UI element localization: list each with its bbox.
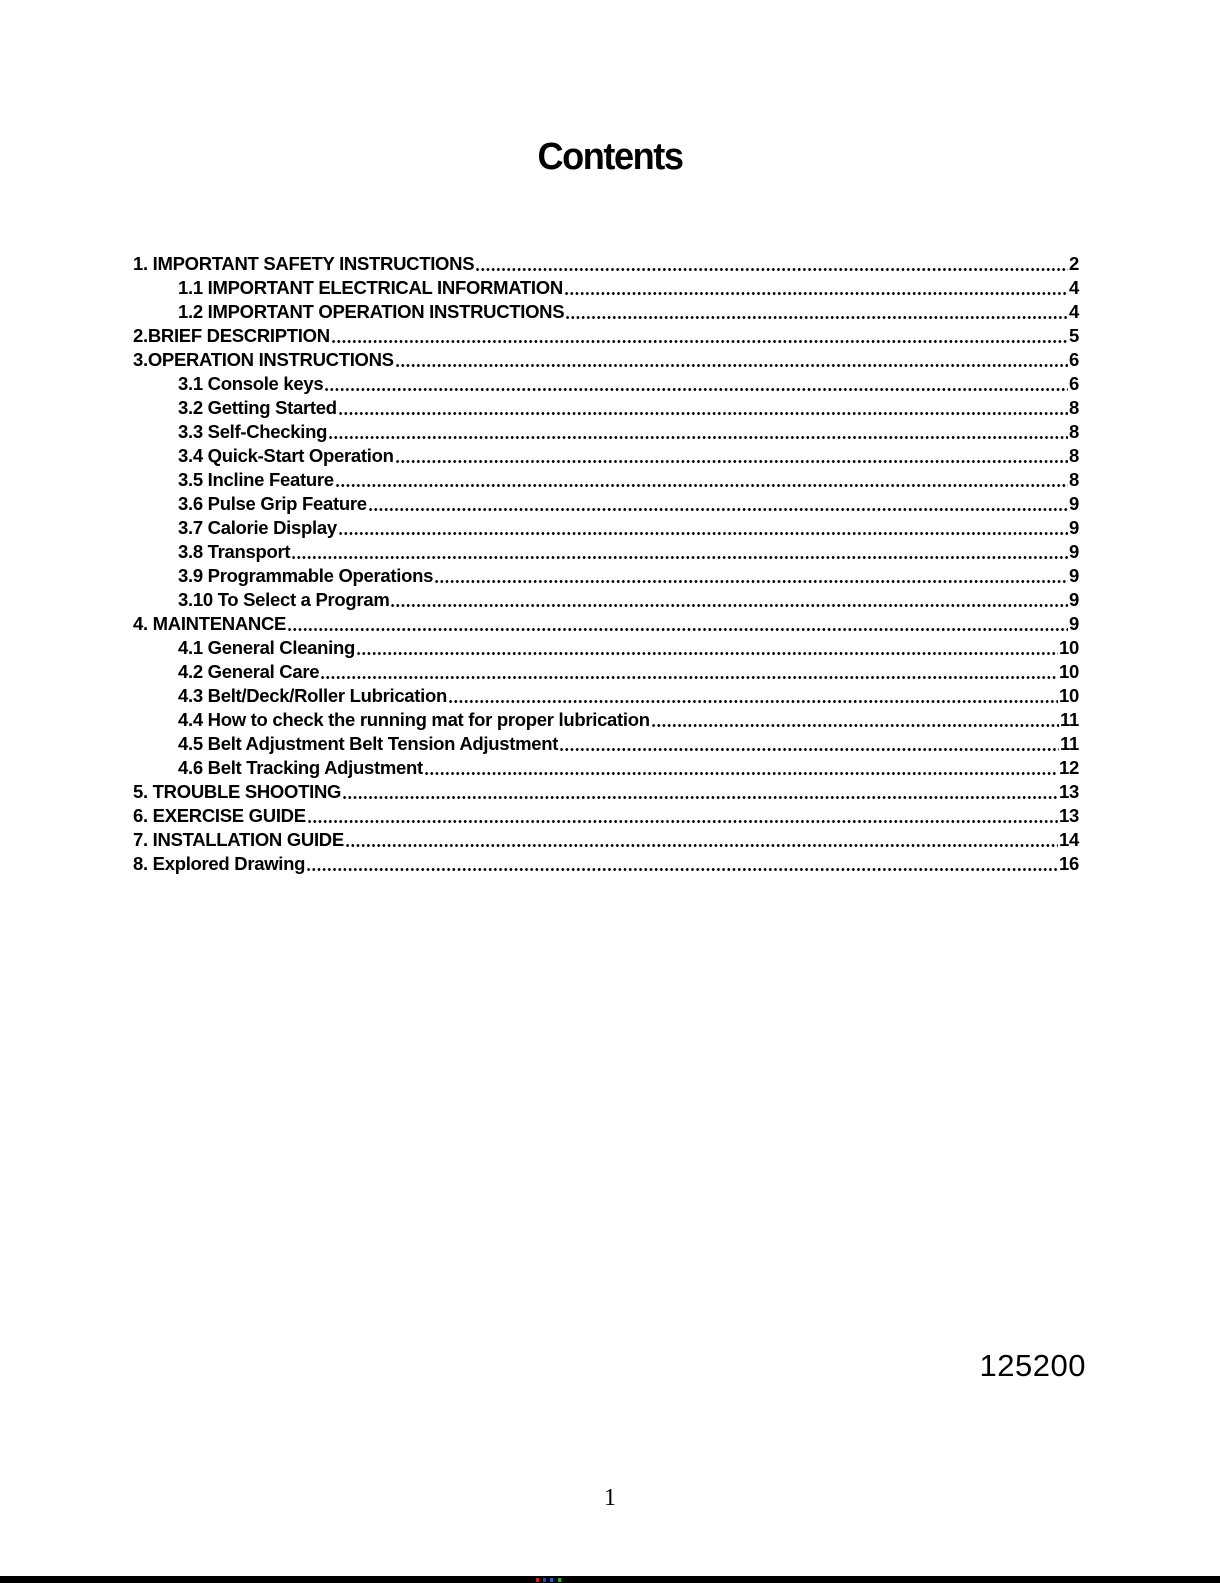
toc-entry [133,371,1079,395]
toc-leader-dots [328,419,1068,443]
toc-entry-label: 3.1 Console keys [178,373,324,394]
toc-entry [133,635,1079,659]
toc-entry [133,611,1079,635]
toc-entry [133,563,1079,587]
toc-entry-label: 3.6 Pulse Grip Feature [178,493,367,514]
toc-entry-label: 3.10 To Select a Program [178,589,390,610]
toc-entry-page: 4 [1069,301,1079,322]
toc-entry-label: 3.2 Getting Started [178,397,337,418]
toc-entry-page: 8 [1069,469,1079,490]
toc-leader-dots [390,587,1068,611]
toc-entry-label: 4.3 Belt/Deck/Roller Lubrication [178,685,448,706]
toc-entry [133,587,1079,611]
toc-leader-dots [307,803,1058,827]
toc-entry-page: 5 [1069,325,1079,346]
toc-entry [133,779,1079,803]
toc-leader-dots [291,539,1068,563]
toc-entry-page: 14 [1059,829,1079,850]
scan-artifact-mark [550,1578,553,1582]
toc-entry-page: 8 [1069,421,1079,442]
toc-leader-dots [434,563,1068,587]
toc-entry-label: 3.8 Transport [178,541,291,562]
toc-entry [133,275,1079,299]
toc-entry [133,419,1079,443]
toc-entry [133,491,1079,515]
document-number: 125200 [979,1348,1086,1383]
toc-entry [133,755,1079,779]
toc-entry-label: 7. INSTALLATION GUIDE [133,829,344,850]
toc-entry-page: 9 [1069,541,1079,562]
toc-entry-page: 16 [1059,853,1079,874]
toc-leader-dots [356,635,1058,659]
toc-entry [133,659,1079,683]
toc-entry [133,851,1079,875]
toc-leader-dots [448,683,1058,707]
toc-list [133,251,1079,875]
page-title: Contents [537,136,683,178]
toc-leader-dots [320,659,1058,683]
toc-leader-dots [331,323,1068,347]
toc-entry-label: 5. TROUBLE SHOOTING [133,781,342,802]
toc-entry-page: 6 [1069,373,1079,394]
toc-entry [133,323,1079,347]
toc-entry [133,299,1079,323]
toc-entry [133,467,1079,491]
toc-entry-page: 9 [1069,493,1079,514]
toc-entry-label: 4.6 Belt Tracking Adjustment [178,757,423,778]
toc-leader-dots [564,275,1068,299]
toc-entry [133,803,1079,827]
toc-entry-page: 4 [1069,277,1079,298]
toc-leader-dots [342,779,1058,803]
toc-leader-dots [306,851,1058,875]
toc-leader-dots [287,611,1068,635]
toc-entry-page: 10 [1059,661,1079,682]
toc-entry-page: 11 [1060,733,1079,754]
toc-entry-page: 6 [1069,349,1079,370]
toc-entry-page: 11 [1060,709,1079,730]
scan-artifact-mark [543,1578,546,1582]
toc-entry-label: 3.OPERATION INSTRUCTIONS [133,349,394,370]
scan-artifact-mark [536,1578,539,1582]
toc-leader-dots [335,467,1068,491]
toc-entry-label: 4.2 General Care [178,661,320,682]
toc-entry-label: 2.BRIEF DESCRIPTION [133,325,330,346]
toc-entry-label: 6. EXERCISE GUIDE [133,805,306,826]
toc-leader-dots [338,515,1068,539]
toc-leader-dots [368,491,1068,515]
toc-entry-label: 3.9 Programmable Operations [178,565,434,586]
toc-entry-label: 1.2 IMPORTANT OPERATION INSTRUCTIONS [178,301,565,322]
toc-leader-dots [338,395,1068,419]
scan-artifact-mark [558,1578,561,1582]
toc-entry [133,731,1079,755]
toc-entry [133,251,1079,275]
toc-entry-page: 13 [1059,781,1079,802]
toc-leader-dots [651,707,1059,731]
toc-entry-label: 1. IMPORTANT SAFETY INSTRUCTIONS [133,253,475,274]
toc-entry-label: 4. MAINTENANCE [133,613,287,634]
toc-entry-page: 8 [1069,445,1079,466]
toc-entry-label: 3.3 Self-Checking [178,421,328,442]
page-number: 1 [604,1485,616,1511]
toc-leader-dots [395,443,1068,467]
toc-entry-label: 3.7 Calorie Display [178,517,337,538]
toc-entry-page: 13 [1059,805,1079,826]
toc-entry [133,707,1079,731]
toc-entry [133,539,1079,563]
toc-entry-page: 8 [1069,397,1079,418]
toc-leader-dots [475,251,1068,275]
toc-entry [133,515,1079,539]
toc-leader-dots [324,371,1068,395]
toc-leader-dots [565,299,1068,323]
toc-leader-dots [395,347,1068,371]
toc-entry-page: 9 [1069,517,1079,538]
toc-entry-page: 2 [1069,253,1079,274]
toc-entry-label: 8. Explored Drawing [133,853,306,874]
toc-entry-label: 4.4 How to check the running mat for proper lubrication [178,709,650,730]
toc-entry-label: 4.1 General Cleaning [178,637,356,658]
toc-entry [133,683,1079,707]
toc-entry-page: 9 [1069,589,1079,610]
toc-entry [133,395,1079,419]
toc-leader-dots [424,755,1058,779]
toc-entry-page: 9 [1069,613,1079,634]
toc-entry [133,347,1079,371]
toc-entry [133,827,1079,851]
toc-entry-page: 12 [1059,757,1079,778]
toc-entry [133,443,1079,467]
toc-entry-page: 10 [1059,637,1079,658]
toc-entry-label: 3.4 Quick-Start Operation [178,445,394,466]
toc-entry-label: 3.5 Incline Feature [178,469,334,490]
toc-entry-label: 1.1 IMPORTANT ELECTRICAL INFORMATION [178,277,563,298]
scan-edge-bar [0,1576,1220,1583]
toc-leader-dots [559,731,1059,755]
toc-entry-label: 4.5 Belt Adjustment Belt Tension Adjustment [178,733,559,754]
toc-entry-page: 10 [1059,685,1079,706]
toc-entry-page: 9 [1069,565,1079,586]
toc-leader-dots [345,827,1058,851]
